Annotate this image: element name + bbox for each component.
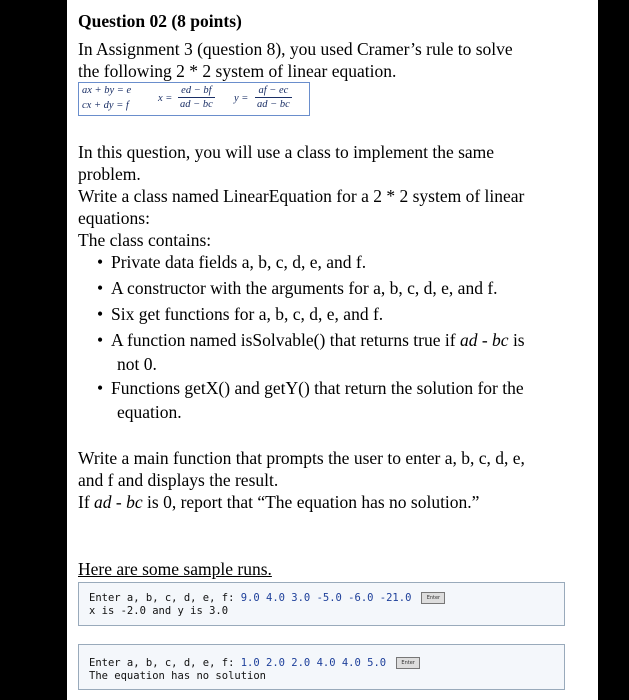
main-line-3-bc: bc — [126, 492, 143, 512]
main-line-1: Write a main function that prompts the user to enter a, b, c, d, e, — [78, 448, 525, 468]
intro-line-2: the following 2 * 2 system of linear equation. — [78, 61, 397, 81]
bullet-4 — [111, 329, 525, 351]
bullet-4-is: is — [508, 330, 525, 350]
y-numerator: af − ec — [255, 84, 292, 98]
bullet-3: Six get functions for a, b, c, d, e, and f. — [111, 304, 384, 324]
y-label: y = — [234, 93, 249, 104]
bullet-dot: • — [97, 278, 104, 298]
paragraph-1-line-2: problem. — [78, 164, 141, 184]
sample-input: 9.0 4.0 3.0 -5.0 -6.0 -21.0 — [240, 592, 412, 604]
main-line-3-if: If — [78, 492, 95, 512]
bullet-4-continuation: not 0. — [117, 354, 157, 374]
equation-1: ax + by = e — [82, 85, 132, 96]
main-line-3-rest: is 0, report that “The equation has no solution.” — [142, 492, 480, 512]
bullet-4-text: A function named isSolvable() that returns true if — [111, 330, 460, 350]
x-denominator: ad − bc — [180, 99, 213, 110]
samples-heading: Here are some sample runs. — [78, 559, 272, 579]
cramer-equation-image — [78, 82, 310, 116]
paragraph-3: The class contains: — [78, 230, 212, 250]
sample-prompt: Enter a, b, c, d, e, f: — [89, 592, 241, 604]
main-line-2: and f and displays the result. — [78, 470, 279, 490]
bullet-4-bc: bc — [492, 330, 509, 350]
sample-output: The equation has no solution — [89, 670, 267, 682]
bullet-5: Functions getX() and getY() that return the solution for the — [111, 378, 524, 398]
sample-input: 1.0 2.0 2.0 4.0 4.0 5.0 — [240, 657, 387, 669]
paragraph-1-line-1: In this question, you will use a class to implement the same — [78, 142, 495, 162]
paragraph-2-line-1: Write a class named LinearEquation for a 2 * 2 system of linear — [78, 186, 525, 206]
paragraph-2-line-2: equations: — [78, 208, 150, 228]
bullet-2: A constructor with the arguments for a, b, c, d, e, and f. — [111, 278, 498, 298]
bullet-1: Private data fields a, b, c, d, e, and f. — [111, 252, 367, 272]
bullet-4-minus: - — [477, 330, 493, 350]
intro-line-1: In Assignment 3 (question 8), you used Cramer’s rule to solve — [78, 39, 513, 59]
sample-run-2-line-1 — [89, 657, 420, 670]
question-title: Question 02 (8 points) — [78, 11, 242, 31]
y-fraction — [255, 84, 292, 111]
enter-key-icon: Enter — [396, 657, 420, 669]
bullet-dot: • — [97, 330, 104, 350]
x-label: x = — [158, 93, 173, 104]
main-line-3 — [78, 491, 479, 513]
document-page — [67, 0, 598, 700]
x-numerator: ed − bf — [178, 84, 215, 98]
sample-run-1 — [78, 582, 565, 626]
x-fraction — [178, 84, 215, 111]
enter-key-icon: Enter — [421, 592, 445, 604]
sample-run-1-line-1 — [89, 592, 445, 605]
sample-output: x is -2.0 and y is 3.0 — [89, 605, 229, 617]
bullet-dot: • — [97, 304, 104, 324]
bullet-5-continuation: equation. — [117, 402, 182, 422]
equation-2: cx + dy = f — [82, 100, 129, 111]
bullet-dot: • — [97, 378, 104, 398]
main-line-3-ad: ad — [94, 492, 112, 512]
y-denominator: ad − bc — [257, 99, 290, 110]
sample-prompt: Enter a, b, c, d, e, f: — [89, 657, 241, 669]
main-line-3-minus: - — [111, 492, 127, 512]
bullet-4-ad: ad — [459, 330, 478, 350]
bullet-dot: • — [97, 252, 104, 272]
sample-run-2 — [78, 644, 565, 690]
